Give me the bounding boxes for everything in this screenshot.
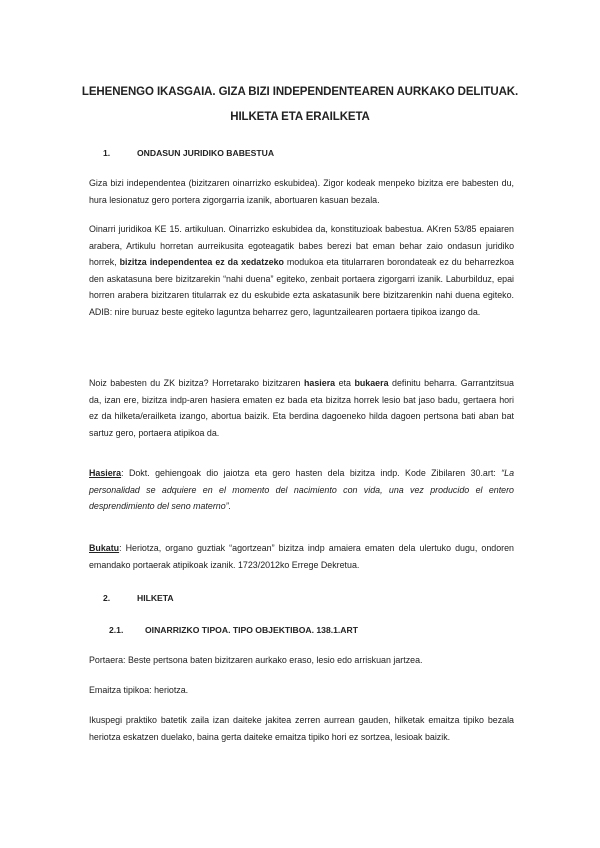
- paragraph-4: [89, 465, 514, 515]
- paragraph-3-text-c: eta: [335, 378, 355, 388]
- paragraph-3-text-a: Noiz babesten du ZK bizitza? Horretarako bizitzaren: [89, 378, 304, 388]
- paragraph-2-bold: bizitza independentea ez da xedatzeko: [119, 257, 284, 267]
- section-2-1-number: 2.1.: [109, 625, 124, 635]
- section-1-heading: [103, 148, 274, 158]
- paragraph-4-text: : Dokt. gehiengoak dio jaiotza eta gero hasten dela bizitza indp. Kode Zibilaren 30.art:: [121, 468, 502, 478]
- paragraph-4-label: Hasiera: [89, 468, 122, 478]
- paragraph-3-bold-hasiera: hasiera: [304, 378, 336, 388]
- section-2-1-label: OINARRIZKO TIPOA. TIPO OBJEKTIBOA. 138.1.ART: [145, 625, 358, 635]
- document-title-line-1: LEHENENGO IKASGAIA. GIZA BIZI INDEPENDENTEAREN AURKAKO DELITUAK.: [81, 86, 519, 98]
- paragraph-3-text-e: definitu beharra. Garrantzitsua da, izan ere, bizitza indp-aren hasiera ematen ez bada eta bizitza horrek lesio bat jaso badu, gertaera hori ez da hilketa/erailketa izango, abortua baizik. Eta berdina dagoeneko hilda dagoen pertsona bati aban bat sartuz gero, portaera atipikoa da.: [89, 378, 514, 438]
- paragraph-8: Ikuspegi praktiko batetik zaila izan daiteke jakitea zerren aurrean gauden, hilketak emaitza tipiko bezala heriotza eskatzen duelako, baina gerta daiteke emaitza tipiko hori ez sortzea, lesioak baizik.: [89, 715, 514, 742]
- paragraph-5: [89, 540, 514, 573]
- paragraph-2: [89, 221, 514, 320]
- section-1-number: 1.: [103, 148, 111, 158]
- section-2-label: HILKETA: [137, 593, 174, 603]
- paragraph-4-quote: “La personalidad se adquiere en el momento del nacimiento con vida, una vez producido el entero desprendimiento del seno materno”.: [89, 468, 514, 511]
- document-title-line-2: HILKETA ETA ERAILKETA: [230, 111, 370, 123]
- paragraph-2-text-a: Oinarri juridikoa KE 15. artikuluan. Oinarrizko eskubidea da, konstituzioak babestua. AKren 53/85 epaiaren arabera, Artikulu horretan aurreikusita egoteagatik babes berezi bat eman behar zaio ondasun juridiko horrek,: [89, 224, 514, 267]
- paragraph-3-bold-bukaera: bukaera: [354, 378, 389, 388]
- paragraph-1: Giza bizi independentea (bizitzaren oinarrizko eskubidea). Zigor kodeak menpeko bizitza ere babesten du, hura lesionatuz gero portera zigorgarria izanik, abortuaren kasuan bezala.: [89, 178, 514, 205]
- paragraph-5-label: Bukatu: [89, 543, 120, 553]
- paragraph-3: [89, 375, 514, 441]
- section-2-1-heading: [109, 625, 358, 635]
- paragraph-2-text-c: modukoa eta titularraren borondateak ez du beharrezkoa den askatasuna bere bizitzarekin “nahi duena” egiteko, zenbait portaera zigorgarri izanik. Laburbilduz, epai horren arabera bizitzaren titularrak ez du eskubide ezta askatasunik bere bizitzarenkin nahi duena egiteko. ADIB: nire buruaz beste egiteko laguntza beharrez gero, laguntzailearen portaera tipikoa izango da.: [89, 257, 514, 317]
- paragraph-5-text: : Heriotza, organo guztiak “agortzean” bizitza indp amaiera ematen dela ulertuko dugu, ondoren emandako portaerak atipikoak izanik. 1723/2012ko Errege Dekretua.: [89, 543, 514, 570]
- section-2-heading: [103, 593, 174, 603]
- section-2-number: 2.: [103, 593, 111, 603]
- paragraph-7: Emaitza tipikoa: heriotza.: [89, 685, 189, 695]
- section-1-label: ONDASUN JURIDIKO BABESTUA: [137, 148, 275, 158]
- paragraph-6: Portaera: Beste pertsona baten bizitzaren aurkako eraso, lesio edo arriskuan jartzea.: [89, 655, 423, 665]
